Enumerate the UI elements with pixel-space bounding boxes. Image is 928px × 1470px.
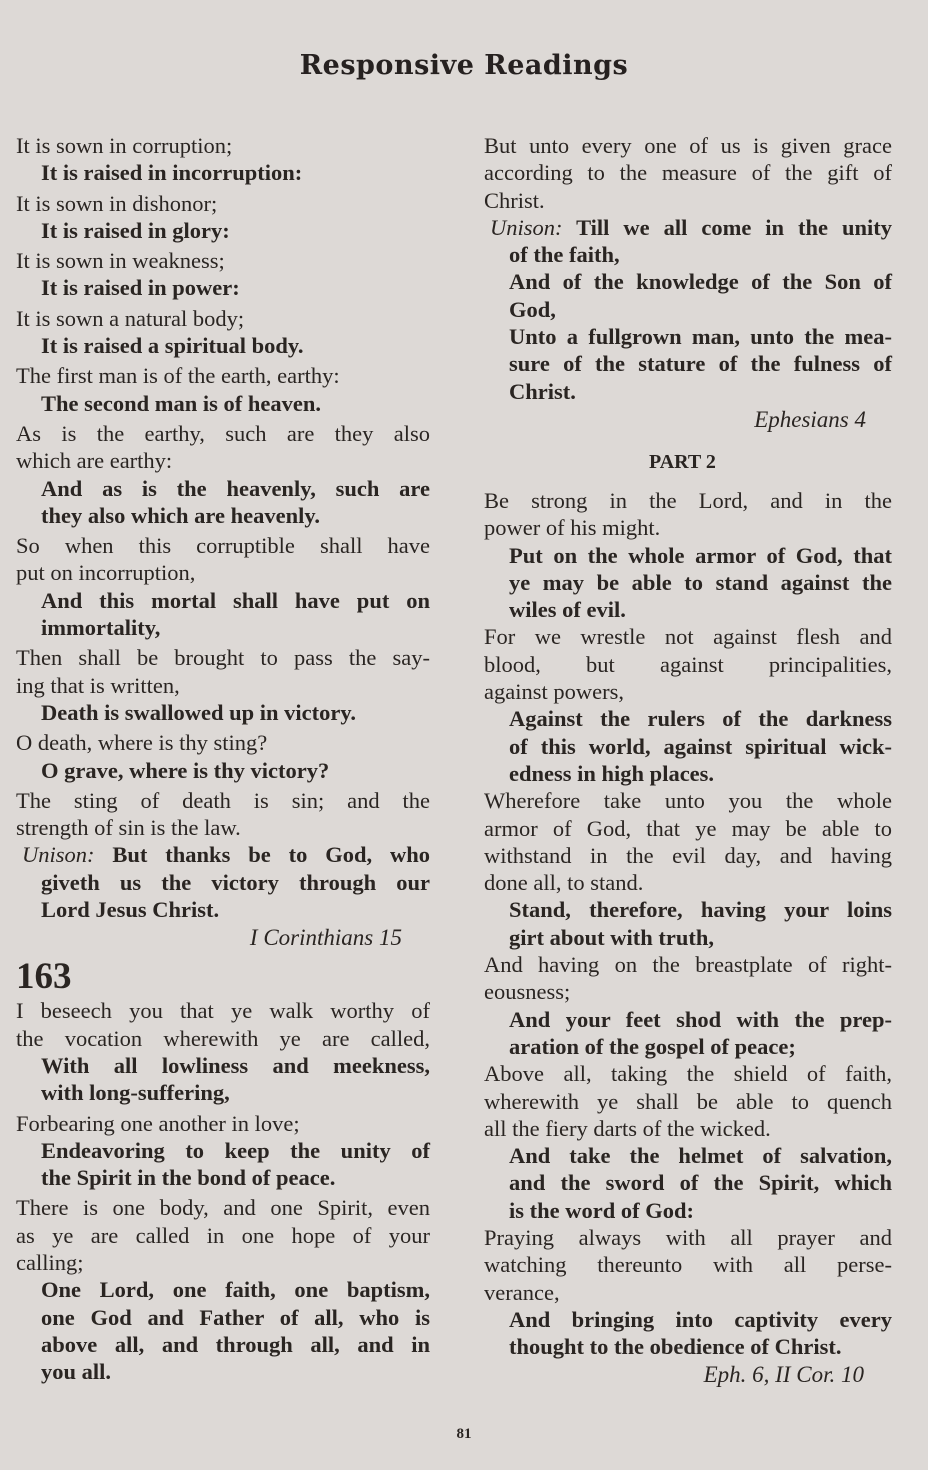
- reading-line: as ye are called in one hope of your: [16, 1222, 430, 1248]
- part-heading: PART 2: [649, 450, 716, 473]
- response-line: Unto a fullgrown man, unto the mea-: [509, 324, 892, 350]
- left-column: [16, 132, 430, 1385]
- reading-line: The sting of death is sin; and the: [16, 787, 430, 813]
- response-line: sure of the stature of the fulness of: [509, 351, 892, 377]
- reading-line: I beseech you that ye walk worthy of: [16, 998, 430, 1024]
- unison-line: [16, 841, 430, 868]
- citation: Eph. 6, II Cor. 10: [703, 1362, 864, 1388]
- response-line: The second man is of heaven.: [41, 390, 322, 416]
- reading-line: It is sown in dishonor;: [16, 190, 218, 216]
- response-line: It is raised in glory:: [41, 217, 230, 243]
- reading-line: There is one body, and one Spirit, even: [16, 1195, 430, 1221]
- response-line: is the word of God:: [509, 1197, 694, 1223]
- response-line: of this world, against spiritual wick-: [509, 733, 892, 759]
- reading-line: It is sown a natural body;: [16, 305, 245, 331]
- response-line: With all lowliness and meekness,: [41, 1052, 430, 1078]
- unison-label: Unison:: [22, 842, 95, 868]
- response-line: wiles of evil.: [509, 597, 626, 623]
- response-line: and the sword of the Spirit, which: [509, 1170, 892, 1196]
- response-line: ye may be able to stand against the: [509, 569, 892, 595]
- unison-text: But thanks be to God, who: [112, 842, 431, 868]
- response-line: one God and Father of all, who is: [41, 1304, 430, 1330]
- response-line: thought to the obedience of Christ.: [509, 1334, 842, 1360]
- response-line: And your feet shod with the prep-: [509, 1006, 892, 1032]
- reading-line: against powers,: [484, 679, 624, 705]
- reading-line: strength of sin is the law.: [16, 815, 241, 841]
- reading-line: Forbearing one another in love;: [16, 1110, 300, 1136]
- reading-line: Be strong in the Lord, and in the: [484, 487, 892, 513]
- reading-line: the vocation wherewith ye are called,: [16, 1025, 430, 1051]
- reading-line: For we wrestle not against flesh and: [484, 624, 892, 650]
- reading-line: ing that is written,: [16, 672, 180, 698]
- response-line: the Spirit in the bond of peace.: [41, 1165, 336, 1191]
- response-line: And bringing into captivity every: [509, 1306, 892, 1332]
- reading-line: It is sown in weakness;: [16, 248, 225, 274]
- reading-line: Christ.: [484, 187, 545, 213]
- response-line: Put on the whole armor of God, that: [509, 542, 892, 568]
- reading-line: all the fiery darts of the wicked.: [484, 1115, 771, 1141]
- response-line: Endeavoring to keep the unity of: [41, 1137, 430, 1163]
- response-line: you all.: [41, 1359, 112, 1385]
- reading-line: put on incorruption,: [16, 560, 196, 586]
- response-line: Christ.: [509, 378, 576, 404]
- reading-line: Praying always with all prayer and: [484, 1224, 892, 1250]
- response-line: Against the rulers of the darkness: [509, 706, 892, 732]
- reading-line: power of his might.: [484, 515, 661, 541]
- reading-line: The first man is of the earth, earthy:: [16, 363, 340, 389]
- response-line: And take the helmet of salvation,: [509, 1143, 892, 1169]
- response-line: Death is swallowed up in victory.: [41, 699, 357, 725]
- response-line: And as is the heavenly, such are: [41, 475, 430, 501]
- reading-line: armor of God, that ye may be able to: [484, 815, 892, 841]
- response-line: And this mortal shall have put on: [41, 587, 430, 613]
- response-line: giveth us the victory through our: [41, 869, 430, 895]
- reading-line: done all, to stand.: [484, 870, 644, 896]
- right-column: [484, 132, 892, 1390]
- reading-line: according to the measure of the gift of: [484, 160, 892, 186]
- response-line: Stand, therefore, having your loins: [509, 897, 892, 923]
- response-line: And of the knowledge of the Son of: [509, 269, 892, 295]
- citation: Ephesians 4: [754, 406, 866, 432]
- citation: I Corinthians 15: [249, 925, 402, 951]
- response-line: aration of the gospel of peace;: [509, 1033, 796, 1059]
- unison-text: Till we all come in the unity: [576, 214, 893, 240]
- response-line: Lord Jesus Christ.: [41, 897, 220, 923]
- reading-line: So when this corruptible shall have: [16, 533, 430, 559]
- reading-line: blood, but against principalities,: [484, 651, 892, 677]
- response-line: O grave, where is thy victory?: [41, 757, 330, 783]
- reading-line: But unto every one of us is given grace: [484, 133, 892, 158]
- reading-line: Then shall be brought to pass the say-: [16, 645, 430, 671]
- response-line: It is raised a spiritual body.: [41, 333, 304, 359]
- reading-line: eousness;: [484, 979, 571, 1005]
- reading-line: Wherefore take unto you the whole: [484, 788, 892, 814]
- page-header: Responsive Readings: [299, 50, 629, 81]
- response-line: of the faith,: [509, 242, 620, 268]
- reading-line: wherewith ye shall be able to quench: [484, 1088, 892, 1114]
- reading-line: withstand in the evil day, and having: [484, 842, 892, 868]
- reading-line: And having on the breastplate of right-: [484, 952, 892, 978]
- response-line: God,: [509, 296, 556, 322]
- reading-line: verance,: [484, 1279, 560, 1305]
- response-line: It is raised in power:: [41, 275, 240, 301]
- response-line: girt about with truth,: [509, 924, 715, 950]
- response-line: with long-suffering,: [41, 1080, 230, 1106]
- response-line: above all, and through all, and in: [41, 1331, 430, 1357]
- reading-line: calling;: [16, 1249, 84, 1275]
- reading-line: As is the earthy, such are they also: [16, 420, 430, 446]
- response-line: One Lord, one faith, one baptism,: [41, 1277, 430, 1303]
- reading-line: which are earthy:: [16, 448, 173, 474]
- reading-line: It is sown in corruption;: [16, 133, 233, 158]
- unison-line: [484, 214, 892, 241]
- response-line: It is raised in incorruption:: [41, 160, 303, 186]
- response-line: they also which are heavenly.: [41, 502, 320, 528]
- unison-label: Unison:: [490, 214, 563, 240]
- reading-number: 163: [16, 956, 72, 998]
- reading-line: O death, where is thy sting?: [16, 730, 268, 756]
- response-line: immortality,: [41, 615, 161, 641]
- response-line: edness in high places.: [509, 760, 715, 786]
- page-number: 81: [456, 1426, 472, 1442]
- reading-line: watching thereunto with all perse-: [484, 1252, 892, 1278]
- reading-line: Above all, taking the shield of faith,: [484, 1061, 892, 1087]
